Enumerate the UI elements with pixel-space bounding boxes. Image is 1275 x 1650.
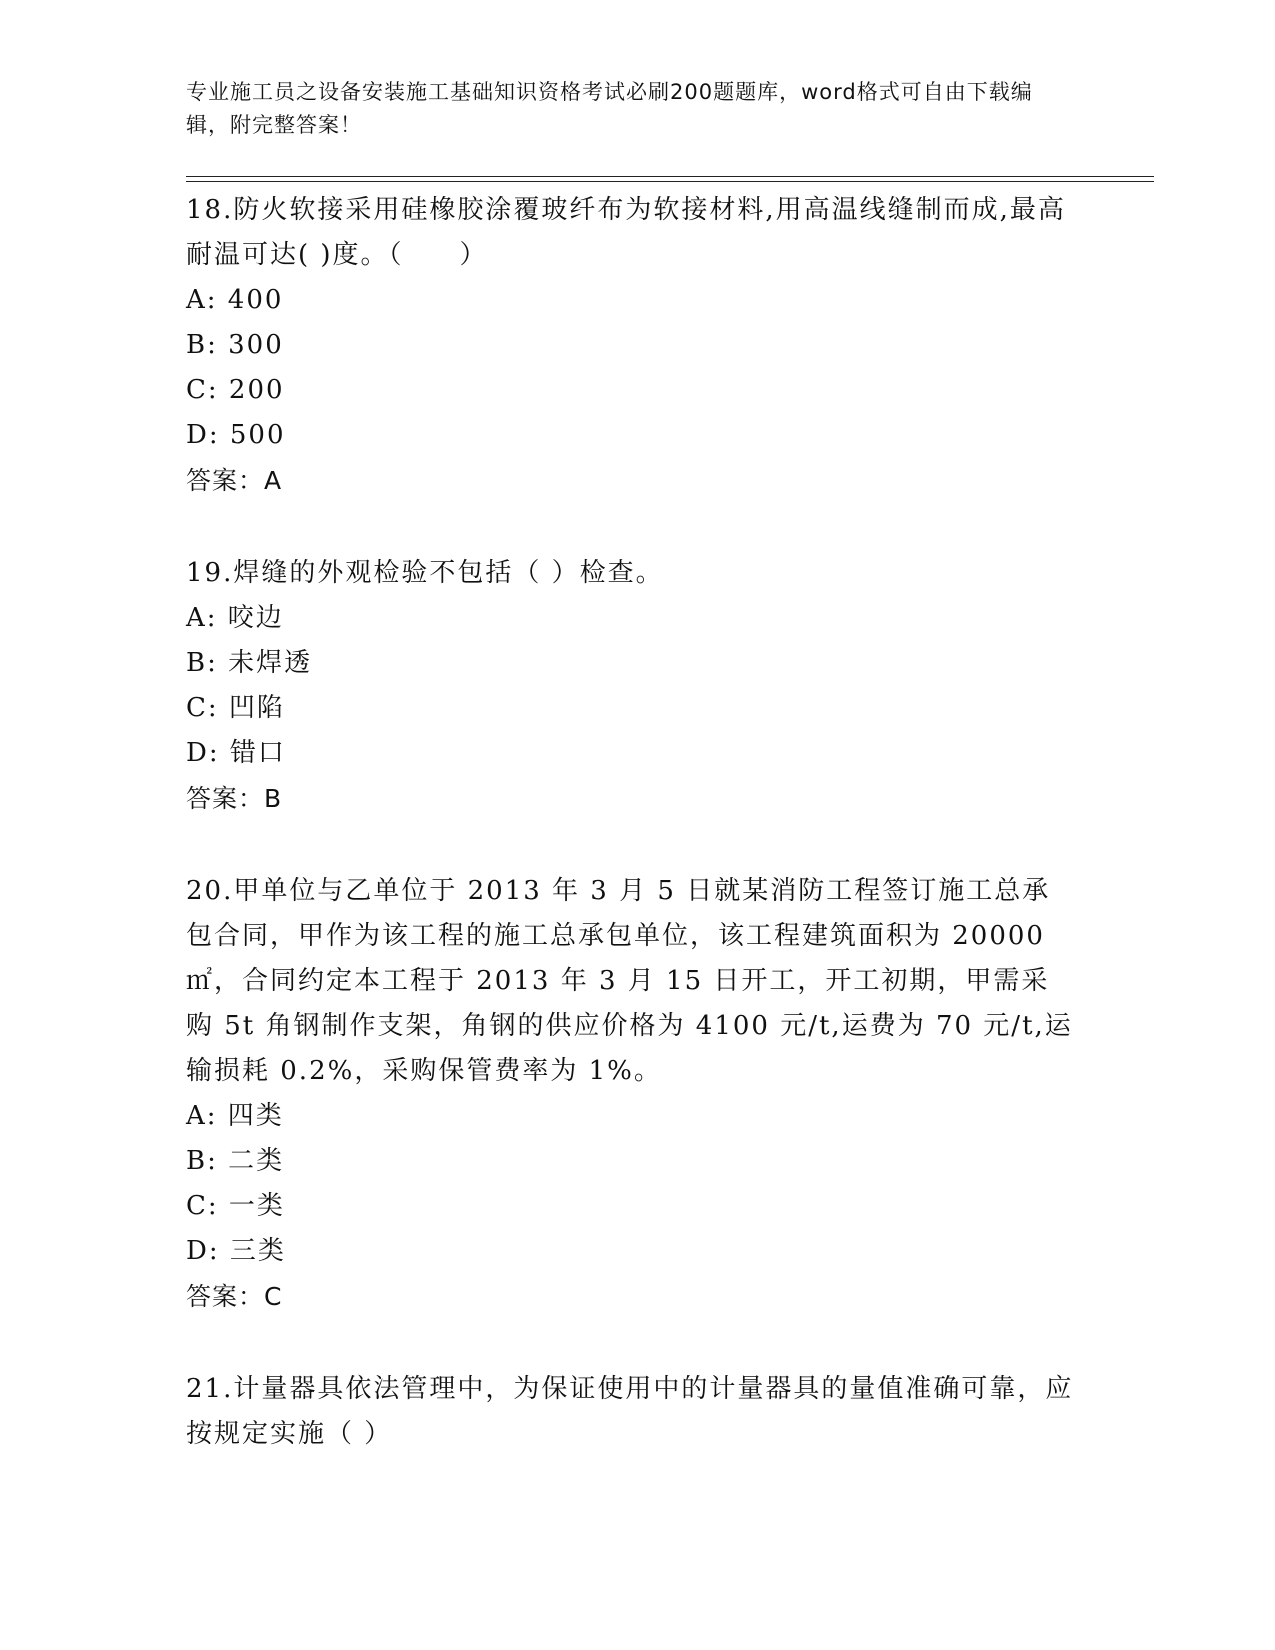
answer-line: 答案：A [186, 466, 283, 495]
question-stem: 20.甲单位与乙单位于 2013 年 3 月 5 日就某消防工程签订施工总承包合同，甲作为该工程的施工总承包单位，该工程建筑面积为 20000㎡，合同约定本工程于 2013 年 3 月 15 日开工，开工初期，甲需采购 5t 角钢制作支架，角钢的供应价格为 4100 元/t,运费为 70 元/t,运输损耗 0.2%，采购保管费率为 1%。 [186, 876, 1073, 1086]
header-rule-bottom [186, 181, 1154, 182]
question-19 [186, 551, 1076, 821]
answer-line: 答案：B [186, 784, 283, 813]
question-stem: 21.计量器具依法管理中，为保证使用中的计量器具的量值准确可靠，应按规定实施（ ） [186, 1374, 1074, 1449]
option-c: C: 一类 [186, 1191, 285, 1221]
question-21 [186, 1367, 1076, 1457]
question-stem: 19.焊缝的外观检验不包括（ ）检查。 [186, 558, 664, 588]
option-c: C: 凹陷 [186, 693, 285, 723]
option-c: C: 200 [186, 375, 285, 405]
header-rule-top [186, 176, 1154, 177]
option-a: A: 400 [186, 285, 284, 315]
question-20 [186, 869, 1076, 1319]
document-header: 专业施工员之设备安装施工基础知识资格考试必刷200题题库，word格式可自由下载编辑，附完整答案！ [186, 80, 1033, 137]
question-18 [186, 188, 1076, 503]
option-d: D: 500 [186, 420, 286, 450]
option-a: A: 四类 [186, 1101, 284, 1131]
option-d: D: 错口 [186, 738, 286, 768]
answer-line: 答案：C [186, 1282, 283, 1311]
option-b: B: 未焊透 [186, 648, 313, 678]
option-b: B: 300 [186, 330, 284, 360]
question-list [186, 188, 1076, 1505]
option-b: B: 二类 [186, 1146, 285, 1176]
option-a: A: 咬边 [186, 603, 284, 633]
option-d: D: 三类 [186, 1236, 286, 1266]
question-stem: 18.防火软接采用硅橡胶涂覆玻纤布为软接材料,用高温线缝制而成,最高耐温可达( )度。（ ） [186, 195, 1066, 270]
